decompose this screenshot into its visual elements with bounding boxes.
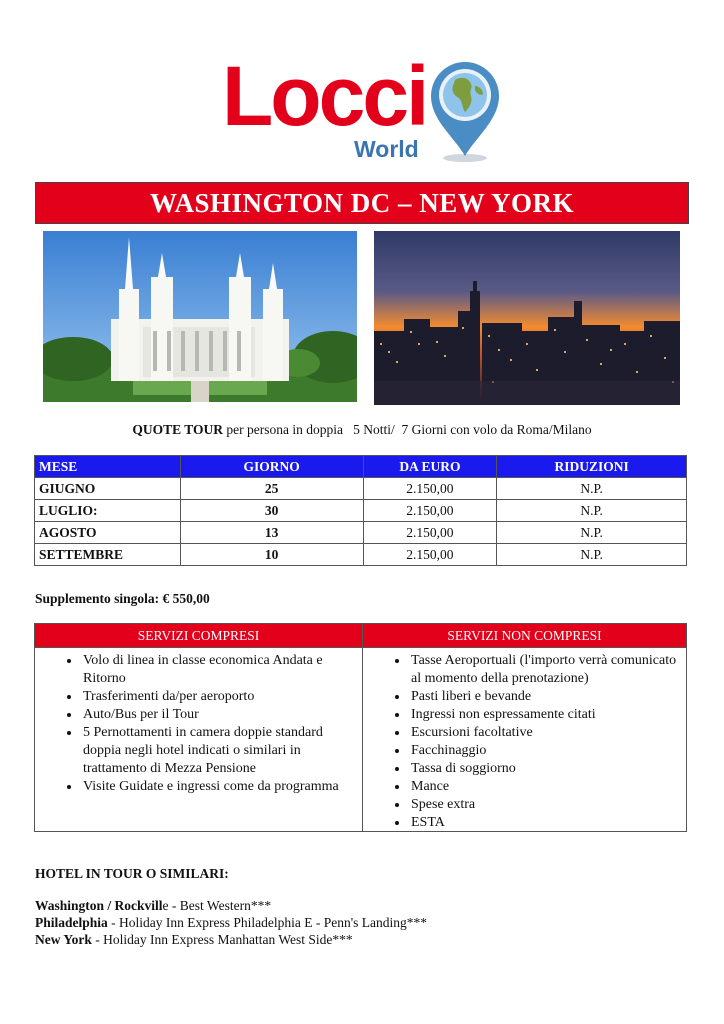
new-york-skyline-photo [374, 231, 680, 405]
list-item: • Escursioni facoltative [409, 724, 677, 742]
list-item: • Volo di linea in classe economica Andata e Ritorno [81, 652, 351, 688]
header-giorno: GIORNO [180, 456, 363, 478]
quote-line [0, 422, 724, 438]
cell-month: GIUGNO [35, 478, 181, 500]
included-list [35, 652, 351, 796]
services-table [34, 623, 687, 832]
hotel-name: - Holiday Inn Express Philadelphia E - Penn's Landing*** [107, 915, 428, 930]
excluded-list [363, 652, 677, 832]
cell-month: AGOSTO [35, 522, 181, 544]
list-item: • Visite Guidate e ingressi come da programma [81, 778, 351, 796]
list-item: • Tasse Aeroportuali (l'importo verrà comunicato al momento della prenotazione) [409, 652, 677, 688]
cell-month: LUGLIO: [35, 500, 181, 522]
cell-day: 25 [180, 478, 363, 500]
header-da-euro: DA EURO [363, 456, 497, 478]
washington-temple-photo [43, 231, 357, 402]
cell-price: 2.150,00 [363, 544, 497, 566]
cell-price: 2.150,00 [363, 478, 497, 500]
price-table-header [35, 456, 687, 478]
single-supplement: Supplemento singola: € 550,00 [35, 591, 210, 606]
hotel-city-tail: e [162, 898, 169, 913]
hotel-name: - Holiday Inn Express Manhattan West Side*** [91, 932, 353, 947]
hotel-city: Philadelphia [35, 915, 108, 930]
tour-title-text: WASHINGTON DC – NEW YORK [149, 187, 575, 218]
globe-pin-icon [425, 58, 505, 164]
cell-day: 13 [180, 522, 363, 544]
header-divider [35, 647, 686, 648]
tour-title [35, 182, 689, 224]
included-header-text: SERVIZI COMPRESI [137, 627, 260, 643]
hotel-name: - Best Western*** [168, 898, 272, 913]
cell-reduction: N.P. [497, 522, 687, 544]
list-item: • Auto/Bus per il Tour [81, 706, 351, 724]
quote-label: QUOTE TOUR [132, 422, 224, 437]
excluded-header [363, 624, 686, 647]
cell-month: SETTEMBRE [35, 544, 181, 566]
cell-reduction: N.P. [497, 500, 687, 522]
header-riduzioni: RIDUZIONI [497, 456, 687, 478]
table-row [35, 478, 687, 500]
excluded-header-text: SERVIZI NON COMPRESI [447, 627, 602, 643]
list-item: • Tassa di soggiorno [409, 760, 677, 778]
hotel-line [35, 915, 427, 931]
list-item: • Ingressi non espressamente citati [409, 706, 677, 724]
table-row [35, 522, 687, 544]
list-item: • ESTA [409, 814, 677, 832]
cell-price: 2.150,00 [363, 500, 497, 522]
hotel-line [35, 932, 353, 948]
locci-world-logo [222, 49, 502, 166]
cell-reduction: N.P. [497, 478, 687, 500]
hotel-line [35, 898, 271, 914]
logo-subtext: World [354, 136, 419, 162]
list-item: • Trasferimenti da/per aeroporto [81, 688, 351, 706]
header-mese: MESE [35, 456, 181, 478]
price-table [34, 455, 687, 566]
cell-day: 10 [180, 544, 363, 566]
hotels-title: HOTEL IN TOUR O SIMILARI: [35, 866, 229, 881]
list-item: • Facchinaggio [409, 742, 677, 760]
included-header [35, 624, 362, 647]
hotel-city: New York [35, 932, 92, 947]
table-row [35, 500, 687, 522]
logo-text: Locci [222, 49, 427, 143]
list-item: • Mance [409, 778, 677, 796]
cell-day: 30 [180, 500, 363, 522]
table-row [35, 544, 687, 566]
list-item: • Pasti liberi e bevande [409, 688, 677, 706]
cell-price: 2.150,00 [363, 522, 497, 544]
list-item: • Spese extra [409, 796, 677, 814]
quote-text: per persona in doppia 5 Notti/ 7 Giorni con volo da Roma/Milano [223, 422, 592, 437]
cell-reduction: N.P. [497, 544, 687, 566]
hotel-city: Washington / Rockvill [35, 898, 163, 913]
list-item: • 5 Pernottamenti in camera doppie standard doppia negli hotel indicati o similari in trattamento di Mezza Pensione [81, 724, 351, 778]
